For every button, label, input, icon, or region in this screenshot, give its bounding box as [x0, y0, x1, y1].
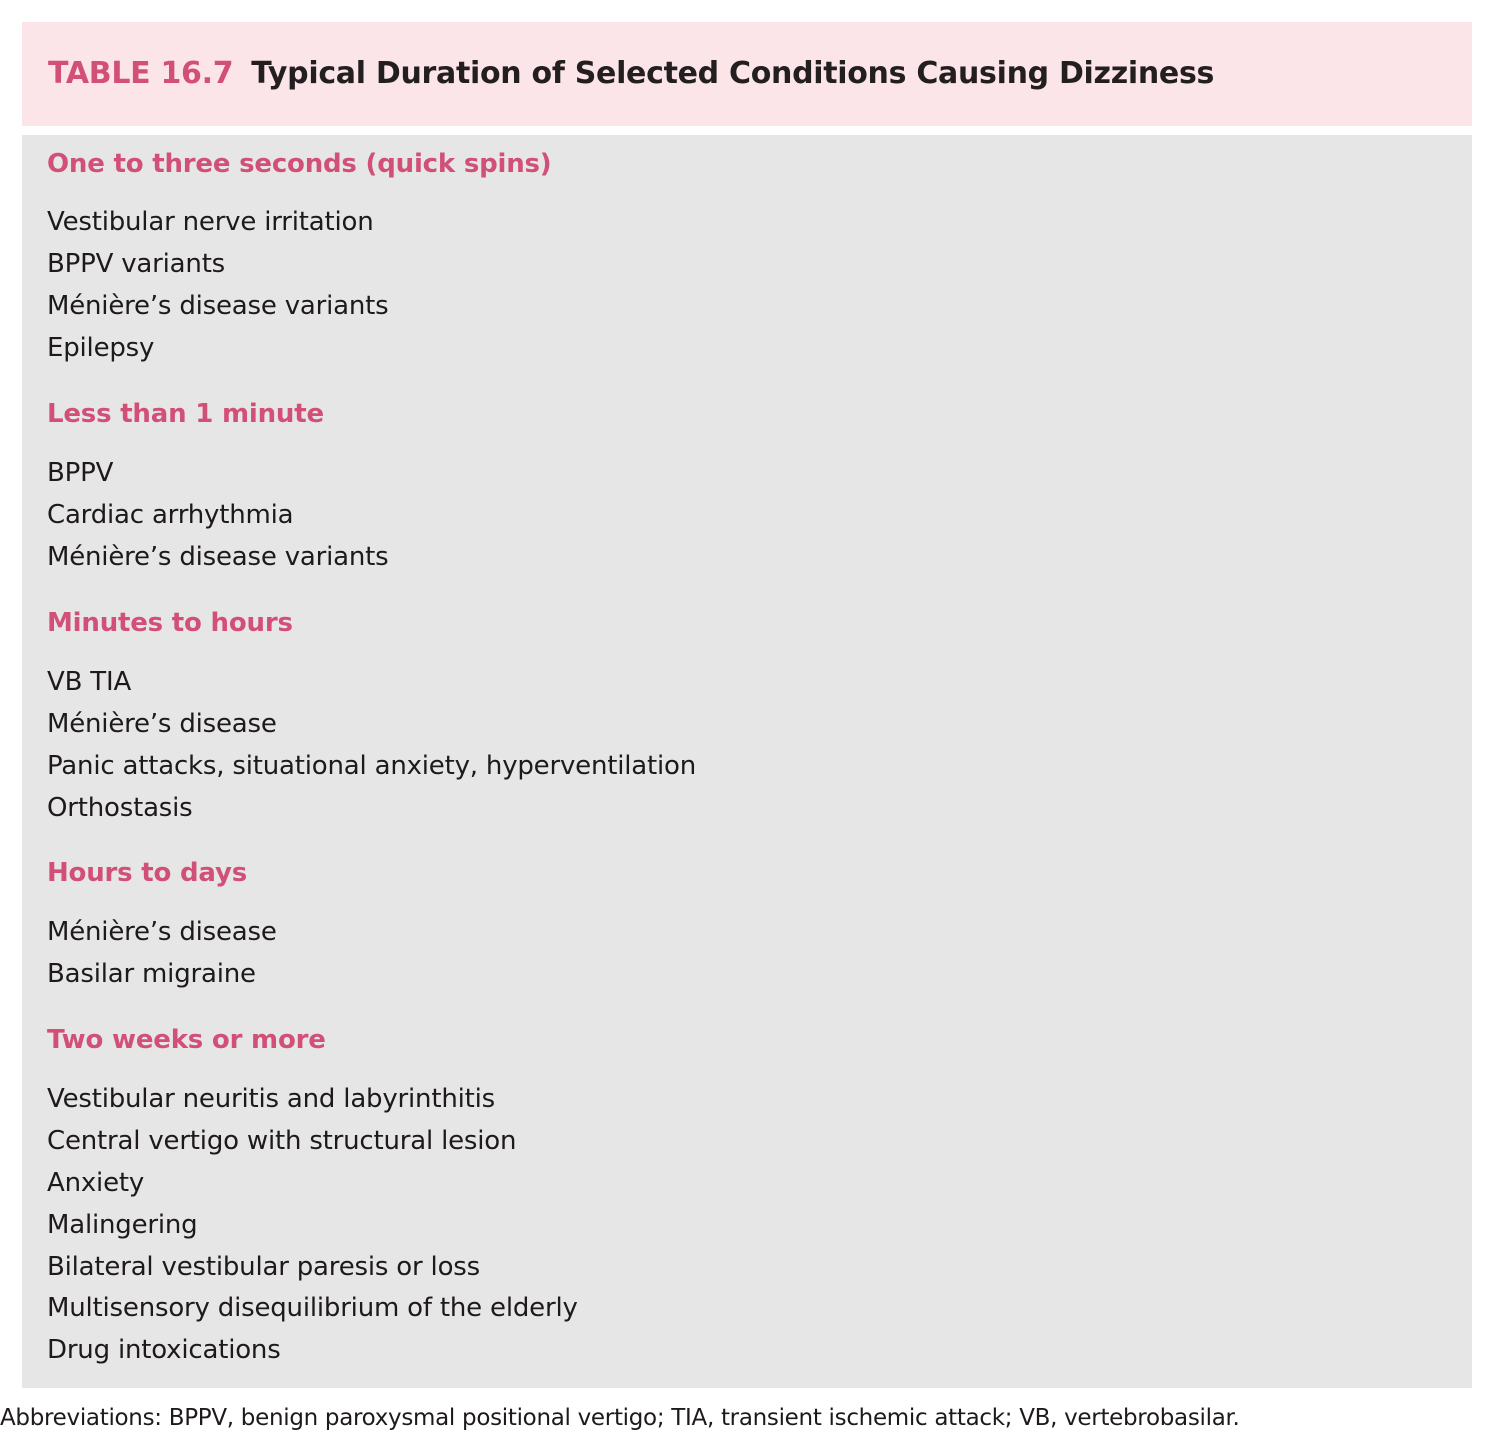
list-item: Central vertigo with structural lesion — [47, 1126, 517, 1156]
list-item: Vestibular neuritis and labyrinthitis — [47, 1084, 495, 1114]
list-item: Basilar migraine — [47, 959, 256, 989]
list-item: BPPV — [47, 458, 114, 488]
list-item: Ménière’s disease variants — [47, 542, 389, 572]
section-heading: Two weeks or more — [47, 1025, 326, 1055]
list-item: BPPV variants — [47, 249, 226, 279]
list-item: Bilateral vestibular paresis or loss — [47, 1252, 480, 1282]
list-item: Orthostasis — [47, 793, 193, 823]
section-heading: Minutes to hours — [47, 608, 293, 638]
list-item: Ménière’s disease variants — [47, 291, 389, 321]
table-header — [22, 22, 1472, 126]
table-body — [22, 135, 1472, 1388]
list-item: VB TIA — [47, 667, 132, 697]
list-item: Ménière’s disease — [47, 917, 277, 947]
abbreviations-footnote: Abbreviations: BPPV, benign paroxysmal positional vertigo; TIA, transient ischemic attack; VB, vertebrobasilar. — [0, 1405, 1240, 1431]
table-caption: Typical Duration of Selected Conditions Causing Dizziness — [251, 56, 1215, 91]
section-heading: Less than 1 minute — [47, 399, 324, 429]
list-item: Drug intoxications — [47, 1335, 281, 1365]
section-heading: Hours to days — [47, 858, 248, 888]
list-item: Multisensory disequilibrium of the elderly — [47, 1293, 578, 1323]
list-item: Panic attacks, situational anxiety, hyperventilation — [47, 751, 697, 781]
table-title — [48, 56, 1214, 91]
section-heading: One to three seconds (quick spins) — [47, 149, 552, 179]
table-number: TABLE 16.7 — [48, 56, 234, 91]
list-item: Ménière’s disease — [47, 709, 277, 739]
list-item: Epilepsy — [47, 333, 155, 363]
list-item: Malingering — [47, 1210, 198, 1240]
list-item: Vestibular nerve irritation — [47, 207, 374, 237]
list-item: Cardiac arrhythmia — [47, 500, 294, 530]
list-item: Anxiety — [47, 1168, 145, 1198]
